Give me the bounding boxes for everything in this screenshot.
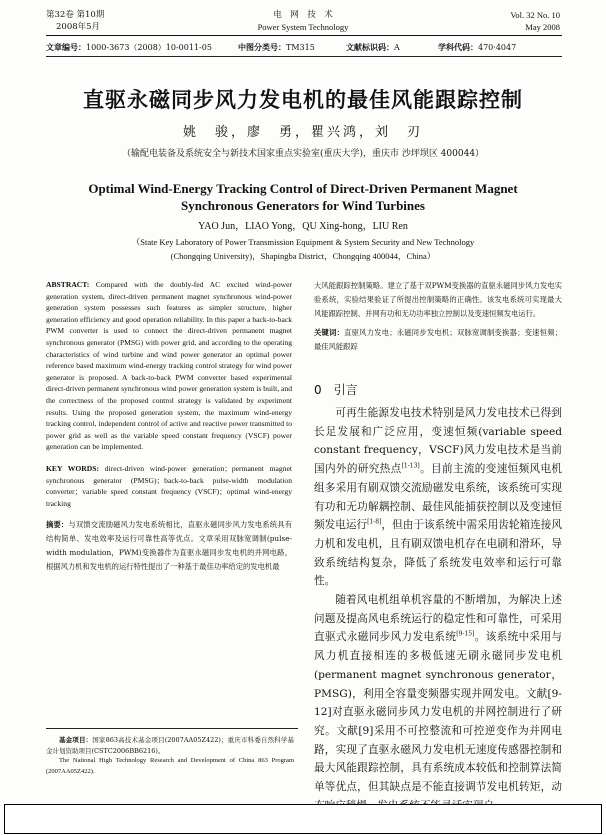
article-no: 1000-3673（2008）10-0011-05 [86,43,212,52]
footnote [46,735,294,778]
body-p1-a: 可再生能源发电技术特别是风力发电技术已得到长足发展和广泛应用，变速恒频(variable speed constant frequency，VSCF)风力发电技术是当前国内外的研究热点 [314,407,562,476]
header-rule [46,35,562,36]
abstract-cn-text: 与双馈交流励磁风力发电系统相比，直驱永磁同步风力发电系统具有结构简单、发电效率及运行可靠性高等优点。文章采用双脉宽调制(pulse-width modulation，PWM)变换器作为直驱永磁同步发电机的并网电路，根据风力机和发电机的运行特性提出了一种基于最佳功率给定的发电机最 [46,520,293,571]
citation-1-13: [1-13] [401,462,420,470]
left-column [46,279,292,573]
abstract-cn-continuation: 大风能跟踪控制策略。建立了基于双PWM变换器的直驱永磁同步风力发电实验系统，实验结果验证了所提出控制策略的正确性。该发电系统可实现最大风能跟踪控制、并网有功和无功功率独立控制以及变速恒频发电运行。 [314,281,562,318]
citation-1-8: [1-8] [367,518,382,526]
subject-code-meta [438,42,516,53]
footnote-en: The National High Technology Research and Development of China 863 Program (2007AA05Z422). [46,757,294,776]
abstract-cn-label: 摘要： [46,520,69,530]
meta-rule [46,56,562,57]
body-paragraph-2 [314,591,562,815]
doc-code-meta [346,42,400,53]
abstract-label: ABSTRACT: [46,280,90,289]
keywords-en-text: direct-driven wind-power generation；permanent magnet synchronous generator (PMSG)；back-to-back pulse-width modulation converter；variable speed constant frequency (VSCF)；optimal wind-energy tracking [46,463,292,508]
keywords-cn-text: 直驱风力发电；永磁同步发电机；双脉宽调制变换器；变速恒频；最佳风能跟踪 [314,328,563,352]
body-p2-a: 随着风电机组单机容量的不断增加，为解决上述问题及提高风电系统运行的稳定性和可靠性，可采用直驱式永磁同步风力发电系统 [314,594,562,644]
title-cn: 直驱永磁同步风力发电机的最佳风能跟踪控制 [83,88,523,112]
clc-value: TM315 [286,43,315,52]
header-vol-issue-cn: 第32卷 第10期 [46,10,105,20]
footnote-cn [46,735,294,756]
body-p1-b: 。目前主流的变速恒频风电机组多采用有刷双馈交流励磁发电系统，该系统可实现有功和无功解耦控制、最佳风能捕获控制以及变速恒频发电运行 [314,463,563,532]
clc-label: 中图分类号： [238,42,286,52]
title-en-line1: Optimal Wind-Energy Tracking Control of Direct-Driven Permanent Magnet [88,181,518,196]
subject-code-label: 学科代码： [438,42,478,52]
abstract-cn [46,518,292,573]
abstract-en [46,279,292,453]
bottom-frame [4,804,602,834]
affiliation-en-line1: （State Key Laboratory of Power Transmission Equipment & System Security and New Technology [131,237,475,247]
header-journal-en: Power System Technology [257,22,349,32]
doc-code-label: 文献标识码： [346,42,394,52]
footnote-rule [46,728,298,729]
body-text [314,404,562,815]
body-p1-c: ，但由于该系统中需采用齿轮箱连接风力机和发电机，且有刷双馈电机存在电刷和滑环，导致系统结构复杂，降低了系统发电效率和运行可靠性。 [314,519,563,588]
keywords-cn [314,326,562,354]
keywords-cn-label: 关键词： [314,328,345,338]
right-column-top [314,279,562,354]
affiliation-en-line2: (Chongqing University)，Shapingba District，Chongqing 400044，China） [170,251,436,261]
header-vol-issue-en: Vol. 32 No. 10 [510,10,560,20]
clc-meta [238,42,315,53]
authors-en: YAO Jun，LIAO Yong，QU Xing-hong，LIU Ren [198,221,408,232]
article-no-label: 文章编号： [46,42,86,52]
header-date-en: May 2008 [525,22,560,32]
body-p2-b: 。该系统中采用与风力机直接相连的多极低速无刷永磁同步发电机(permanent magnet synchronous generator，PMSG)，利用全容量变频器实现并网发电。文献[9-12]对直驱永磁同步风力发电机的并网控制进行了研究。文献[9]采用不可控整流和可控逆变作为并网电路，实现了直驱永磁风力发电机无速度传感器控制和最大风能跟踪控制，具有系统成本较低和控制算法简单等优点，但其缺点是不能直接调节发电机转矩，动 [314,631,563,794]
header-journal-cn: 电 网 技 术 [273,10,333,20]
keywords-en-label: KEY WORDS: [46,463,100,473]
footnote-fund-text: 国家863高技术基金项目(2007AA05Z422)；重庆市科委自然科学基金计划资助项目(CSTC2006BB6216)。 [46,736,294,755]
keywords-en [46,463,292,509]
doc-code-value: A [394,43,400,52]
footnote-fund-label: 基金项目： [59,736,93,744]
article-meta [46,42,212,53]
affiliation-cn: （输配电装备及系统安全与新技术国家重点实验室(重庆大学)，重庆市 沙坪坝区 400044） [121,149,485,159]
abstract-text: Compared with the doubly-fed AC excited wind-power generation system, direct-driven permanent magnet synchronous wind-power generation system possesses such features as simpler structure, higher generation efficiency and good operation reliability. In this paper a back-to-back PWM converter is used to connect the direct-driven permanent magnet synchronous generator (PMSG) with power grid, and according to the operating characteristics of wind turbine and wind power generator an optimal power reference based maximum wind-energy tracking control strategy for wind power generator is proposed. A back-to-back PWM converter based experimental direct-driven permanent synchronous wind power generation system is built, and the correctness of the proposed control strategy is validated by experiment results. Using the proposed generation system, the maximum wind-energy tracking control, independent control of active and reactive power transmitted to power grid as well as the variable speed constant frequency (VSCF) power generation can be implemented. [46,280,292,452]
header-date-cn: 2008年5月 [56,22,101,32]
section-heading: 0 引言 [314,383,358,397]
title-en-line2: Synchronous Generators for Wind Turbines [181,198,425,213]
subject-code-value: 470·4047 [478,43,517,52]
authors-cn: 姚 骏，廖 勇，瞿兴鸿，刘 刃 [182,125,423,140]
citation-9-15: [9-15] [456,630,475,638]
body-paragraph-1 [314,404,562,591]
